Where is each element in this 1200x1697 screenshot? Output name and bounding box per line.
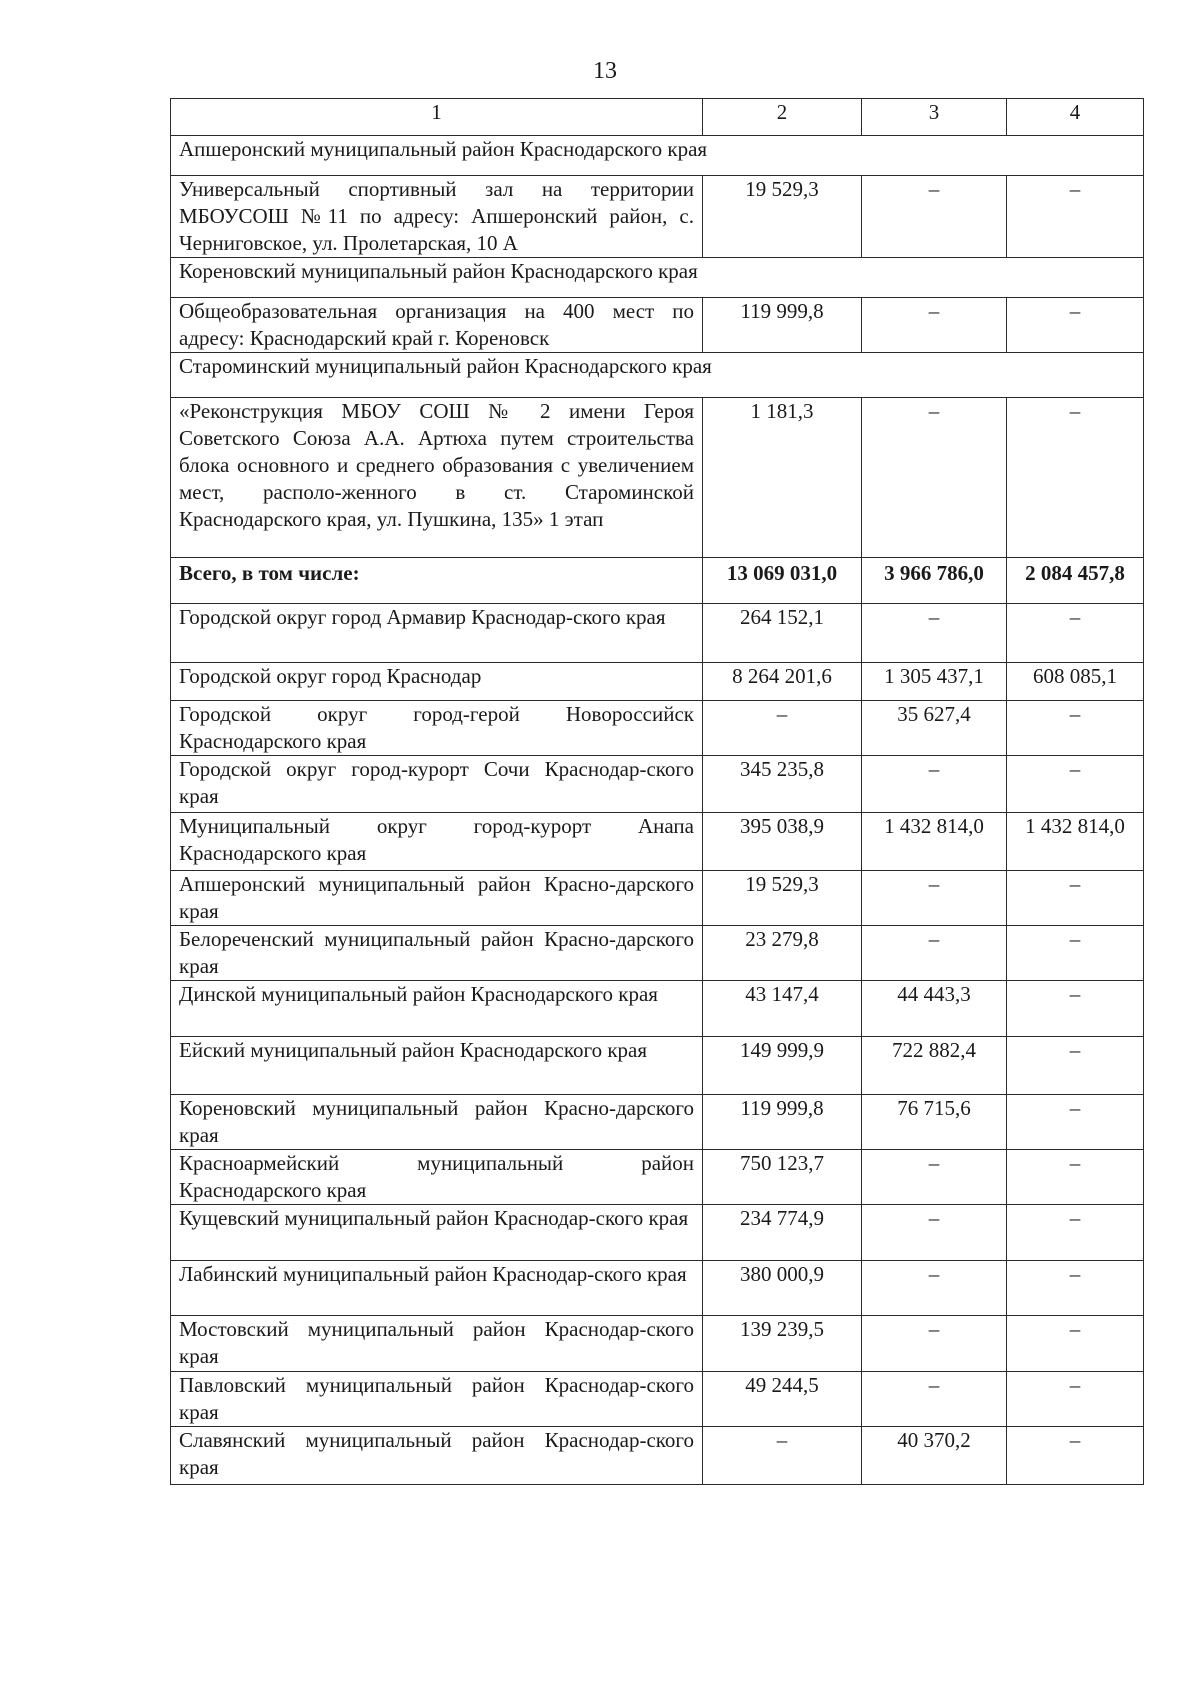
value-col-4: – <box>1007 926 1144 981</box>
section-row <box>171 258 1144 298</box>
table-row <box>171 701 1144 756</box>
value-col-3: – <box>862 1372 1007 1427</box>
value-col-4: 1 432 814,0 <box>1007 813 1144 871</box>
section-title: Староминский муниципальный район Краснодарского края <box>171 353 1144 398</box>
value-col-4: 608 085,1 <box>1007 663 1144 701</box>
table-row <box>171 1261 1144 1316</box>
value-col-3: – <box>862 1316 1007 1372</box>
value-col-3: 1 305 437,1 <box>862 663 1007 701</box>
value-col-2: 149 999,9 <box>703 1037 862 1095</box>
table-row <box>171 1095 1144 1150</box>
value-col-2: 139 239,5 <box>703 1316 862 1372</box>
value-col-3: – <box>862 756 1007 813</box>
table-row <box>171 926 1144 981</box>
table-row <box>171 756 1144 813</box>
header-col-1: 1 <box>171 99 703 136</box>
value-col-4: – <box>1007 1316 1144 1372</box>
value-col-2: 395 038,9 <box>703 813 862 871</box>
value-col-2: 49 244,5 <box>703 1372 862 1427</box>
section-title: Апшеронский муниципальный район Краснодарского края <box>171 136 1144 176</box>
row-name: Универсальный спортивный зал на территории МБОУСОШ №11 по адресу: Апшеронский район, с. Черниговское, ул. Пролетарская, 10 А <box>171 176 703 258</box>
value-col-2: 264 152,1 <box>703 604 862 663</box>
value-col-3: – <box>862 604 1007 663</box>
value-col-4: – <box>1007 176 1144 258</box>
value-col-2: 119 999,8 <box>703 1095 862 1150</box>
value-col-4: – <box>1007 398 1144 558</box>
row-name: Всего, в том числе: <box>171 558 703 604</box>
value-col-3: 3 966 786,0 <box>862 558 1007 604</box>
value-col-4: – <box>1007 1037 1144 1095</box>
header-col-2: 2 <box>703 99 862 136</box>
table-row <box>171 1427 1144 1485</box>
table-row <box>171 813 1144 871</box>
value-col-4: – <box>1007 1205 1144 1261</box>
row-name: Красноармейский муниципальный район Краснодарского края <box>171 1150 703 1205</box>
value-col-2: – <box>703 701 862 756</box>
row-name: Динской муниципальный район Краснодарского края <box>171 981 703 1037</box>
value-col-2: 750 123,7 <box>703 1150 862 1205</box>
value-col-3: – <box>862 926 1007 981</box>
value-col-3: 35 627,4 <box>862 701 1007 756</box>
row-name: Кущевский муниципальный район Краснодар-ского края <box>171 1205 703 1261</box>
value-col-2: 19 529,3 <box>703 176 862 258</box>
value-col-3: 1 432 814,0 <box>862 813 1007 871</box>
row-name: Белореченский муниципальный район Красно-дарского края <box>171 926 703 981</box>
value-col-2: 345 235,8 <box>703 756 862 813</box>
value-col-3: – <box>862 1261 1007 1316</box>
row-name: Городской округ город Армавир Краснодар-ского края <box>171 604 703 663</box>
value-col-4: – <box>1007 1372 1144 1427</box>
value-col-4: – <box>1007 701 1144 756</box>
section-title: Кореновский муниципальный район Краснодарского края <box>171 258 1144 298</box>
value-col-4: – <box>1007 981 1144 1037</box>
budget-table-body <box>171 99 1144 1485</box>
value-col-2: 119 999,8 <box>703 298 862 353</box>
value-col-4: – <box>1007 1261 1144 1316</box>
value-col-4: 2 084 457,8 <box>1007 558 1144 604</box>
value-col-2: 234 774,9 <box>703 1205 862 1261</box>
table-row <box>171 1205 1144 1261</box>
table-row <box>171 176 1144 258</box>
row-name: Мостовский муниципальный район Краснодар-ского края <box>171 1316 703 1372</box>
value-col-2: 13 069 031,0 <box>703 558 862 604</box>
value-col-2: 8 264 201,6 <box>703 663 862 701</box>
value-col-4: – <box>1007 1427 1144 1485</box>
table-row <box>171 604 1144 663</box>
page-number: 13 <box>593 58 617 84</box>
table-row <box>171 1150 1144 1205</box>
value-col-2: 19 529,3 <box>703 871 862 926</box>
section-row <box>171 353 1144 398</box>
header-col-4: 4 <box>1007 99 1144 136</box>
value-col-3: 40 370,2 <box>862 1427 1007 1485</box>
total-row <box>171 558 1144 604</box>
section-row <box>171 136 1144 176</box>
value-col-2: 1 181,3 <box>703 398 862 558</box>
row-name: Городской округ город Краснодар <box>171 663 703 701</box>
row-name: Павловский муниципальный район Краснодар-ского края <box>171 1372 703 1427</box>
table-row <box>171 1316 1144 1372</box>
table-row <box>171 663 1144 701</box>
value-col-3: – <box>862 1205 1007 1261</box>
value-col-2: 23 279,8 <box>703 926 862 981</box>
value-col-4: – <box>1007 1095 1144 1150</box>
row-name: Ейский муниципальный район Краснодарского края <box>171 1037 703 1095</box>
value-col-4: – <box>1007 604 1144 663</box>
value-col-4: – <box>1007 756 1144 813</box>
table-row <box>171 1372 1144 1427</box>
table-row <box>171 871 1144 926</box>
row-name: Лабинский муниципальный район Краснодар-ского края <box>171 1261 703 1316</box>
value-col-3: – <box>862 871 1007 926</box>
value-col-4: – <box>1007 298 1144 353</box>
budget-table <box>170 98 1144 1485</box>
value-col-2: 380 000,9 <box>703 1261 862 1316</box>
value-col-3: 44 443,3 <box>862 981 1007 1037</box>
value-col-4: – <box>1007 871 1144 926</box>
header-col-3: 3 <box>862 99 1007 136</box>
value-col-3: – <box>862 398 1007 558</box>
value-col-3: – <box>862 298 1007 353</box>
value-col-3: – <box>862 176 1007 258</box>
row-name: Славянский муниципальный район Краснодар-ского края <box>171 1427 703 1485</box>
header-row <box>171 99 1144 136</box>
value-col-3: – <box>862 1150 1007 1205</box>
row-name: Городской округ город-курорт Сочи Краснодар-ского края <box>171 756 703 813</box>
value-col-4: – <box>1007 1150 1144 1205</box>
row-name: Кореновский муниципальный район Красно-дарского края <box>171 1095 703 1150</box>
table-row <box>171 1037 1144 1095</box>
table-row <box>171 981 1144 1037</box>
value-col-2: – <box>703 1427 862 1485</box>
row-name: Городской округ город-герой Новороссийск Краснодарского края <box>171 701 703 756</box>
value-col-3: 722 882,4 <box>862 1037 1007 1095</box>
row-name: Общеобразовательная организация на 400 мест по адресу: Краснодарский край г. Кореновск <box>171 298 703 353</box>
row-name: «Реконструкция МБОУ СОШ № 2 имени Героя Советского Союза А.А. Артюха путем строительства блока основного и среднего образования с увеличением мест, располо-женного в ст. Староминской Краснодарского края, ул. Пушкина, 135» 1 этап <box>171 398 703 558</box>
row-name: Муниципальный округ город-курорт Анапа Краснодарского края <box>171 813 703 871</box>
value-col-2: 43 147,4 <box>703 981 862 1037</box>
table-row <box>171 298 1144 353</box>
row-name: Апшеронский муниципальный район Красно-дарского края <box>171 871 703 926</box>
value-col-3: 76 715,6 <box>862 1095 1007 1150</box>
table-row <box>171 398 1144 558</box>
